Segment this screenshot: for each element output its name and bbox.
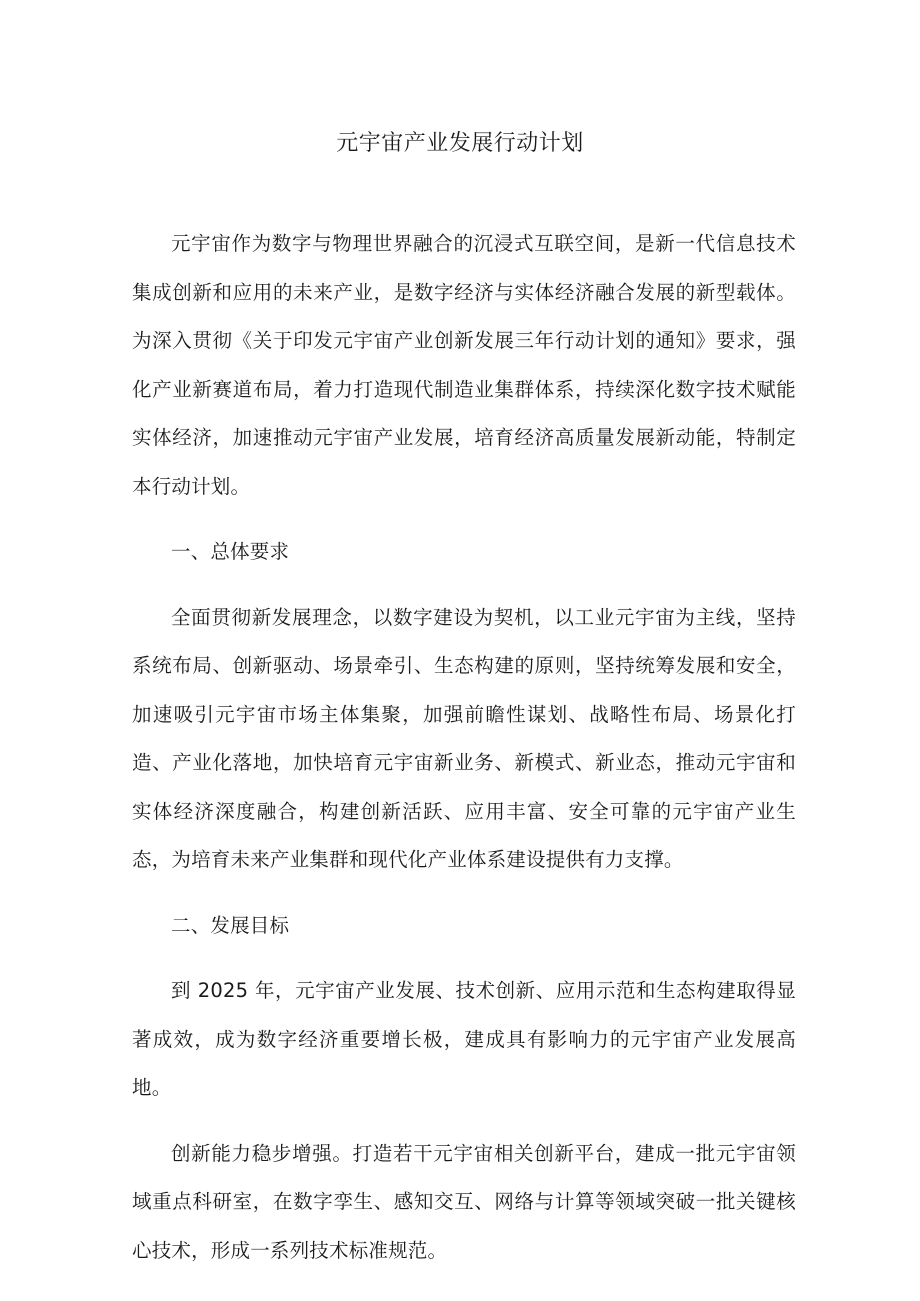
section-heading-development-goals: 二、发展目标 [171,913,290,937]
general-requirements-paragraph: 全面贯彻新发展理念，以数字建设为契机，以工业元宇宙为主线，坚持系统布局、创新驱动、场景牵引、生态构建的原则，坚持统筹发展和安全，加速吸引元宇宙市场主体集聚，加强前瞻性谋划、战略性布局、场景化打造、产业化落地，加快培育元宇宙新业务、新模式、新业态，推动元宇宙和实体经济深度融合，构建创新活跃、应用丰富、安全可靠的元宇宙产业生态，为培育未来产业集群和现代化产业体系建设提供有力支撑。 [132,605,796,871]
innovation-capability-paragraph: 创新能力稳步增强。打造若干元宇宙相关创新平台，建成一批元宇宙领域重点科研室，在数字孪生、感知交互、网络与计算等领域突破一批关键核心技术，形成一系列技术标准规范。 [132,1141,796,1262]
section-heading-general-requirements: 一、总体要求 [171,540,290,563]
intro-paragraph: 元宇宙作为数字与物理世界融合的沉浸式互联空间，是新一代信息技术集成创新和应用的未来产业，是数字经济与实体经济融合发展的新型载体。为深入贯彻《关于印发元宇宙产业创新发展三年行动计划的通知》要求，强化产业新赛道布局，着力打造现代制造业集群体系，持续深化数字技术赋能实体经济，加速推动元宇宙产业发展，培育经济高质量发展新动能，特制定本行动计划。 [132,232,796,498]
document-title: 元宇宙产业发展行动计划 [336,131,584,156]
development-goals-paragraph: 到 2025 年，元宇宙产业发展、技术创新、应用示范和生态构建取得显著成效，成为数字经济重要增长极，建成具有影响力的元宇宙产业发展高地。 [132,979,796,1099]
document-body [132,220,796,1275]
